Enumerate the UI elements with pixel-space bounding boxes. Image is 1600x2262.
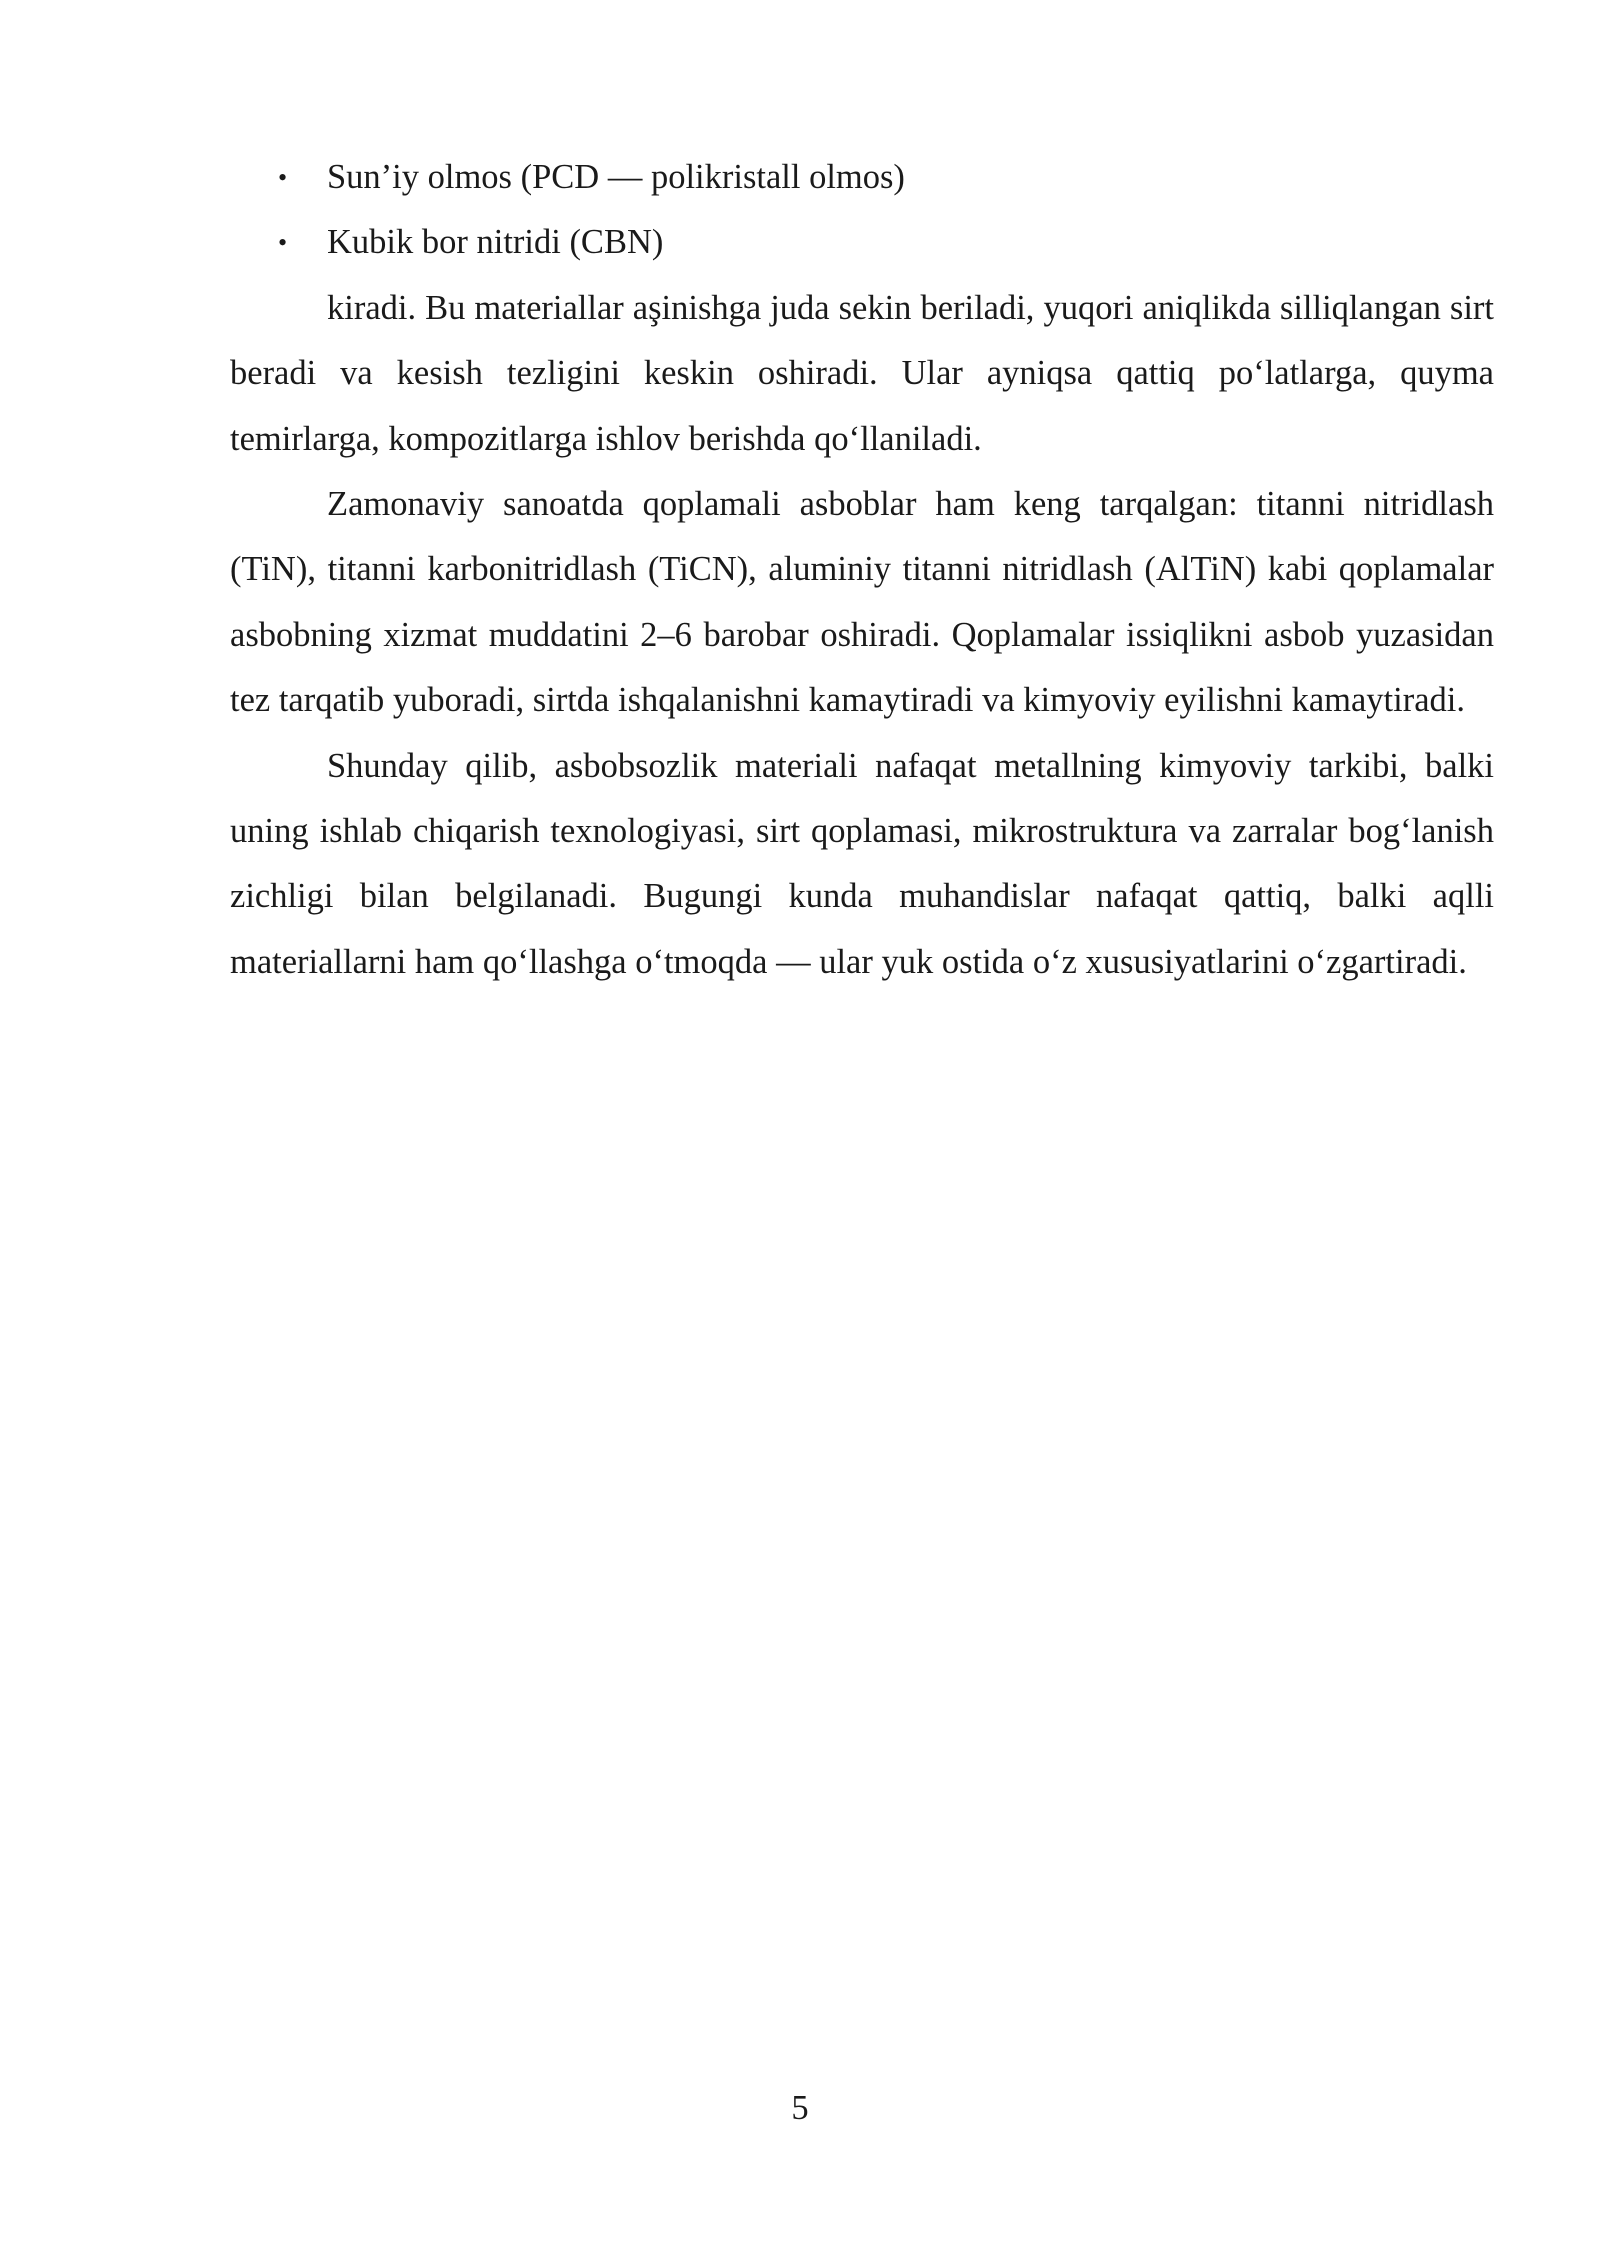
page-body	[230, 145, 1494, 995]
bullet-icon: •	[278, 228, 288, 258]
list-item	[230, 210, 1494, 275]
page-number: 5	[791, 2089, 809, 2127]
paragraph-coatings: Zamonaviy sanoatda qoplamali asboblar ham keng tarqalgan: titanni nitridlash (TiN), titanni karbonitridlash (TiCN), aluminiy titanni nitridlash (AlTiN) kabi qoplamalar asbobning xizmat muddatini 2–6 barobar oshiradi. Qoplamalar issiqlikni asbob yuzasidan tez tarqatib yuboradi, sirtda ishqalanishni kamaytiradi va kimyoviy eyilishni kamaytiradi.	[230, 485, 1494, 720]
list-item-text: Kubik bor nitridi (CBN)	[327, 223, 664, 262]
bullet-list	[230, 145, 1494, 276]
list-item-text: Sun’iy olmos (PCD — polikristall olmos)	[327, 158, 905, 196]
list-item	[230, 145, 1494, 210]
bullet-icon: •	[278, 163, 288, 192]
paragraph-conclusion: Shunday qilib, asbobsozlik materiali nafaqat metallning kimyoviy tarkibi, balki uning ishlab chiqarish texnologiyasi, sirt qoplamasi, mikrostruktura va zarralar bog‘lanish zichligi bilan belgilanadi. Bugungi kunda muhandislar nafaqat qattiq, balki aqlli materiallarni ham qo‘llashga o‘tmoqda — ular yuk ostida o‘z xususiyatlarini o‘zgartiradi.	[230, 746, 1494, 981]
paragraph-continuation: kiradi. Bu materiallar aşinishga juda sekin beriladi, yuqori aniqlikda silliqlangan sirt beradi va kesish tezligini keskin oshiradi. Ular ayniqsa qattiq po‘latlarga, quyma temirlarga, kompozitlarga ishlov berishda qo‘llaniladi.	[230, 288, 1494, 458]
